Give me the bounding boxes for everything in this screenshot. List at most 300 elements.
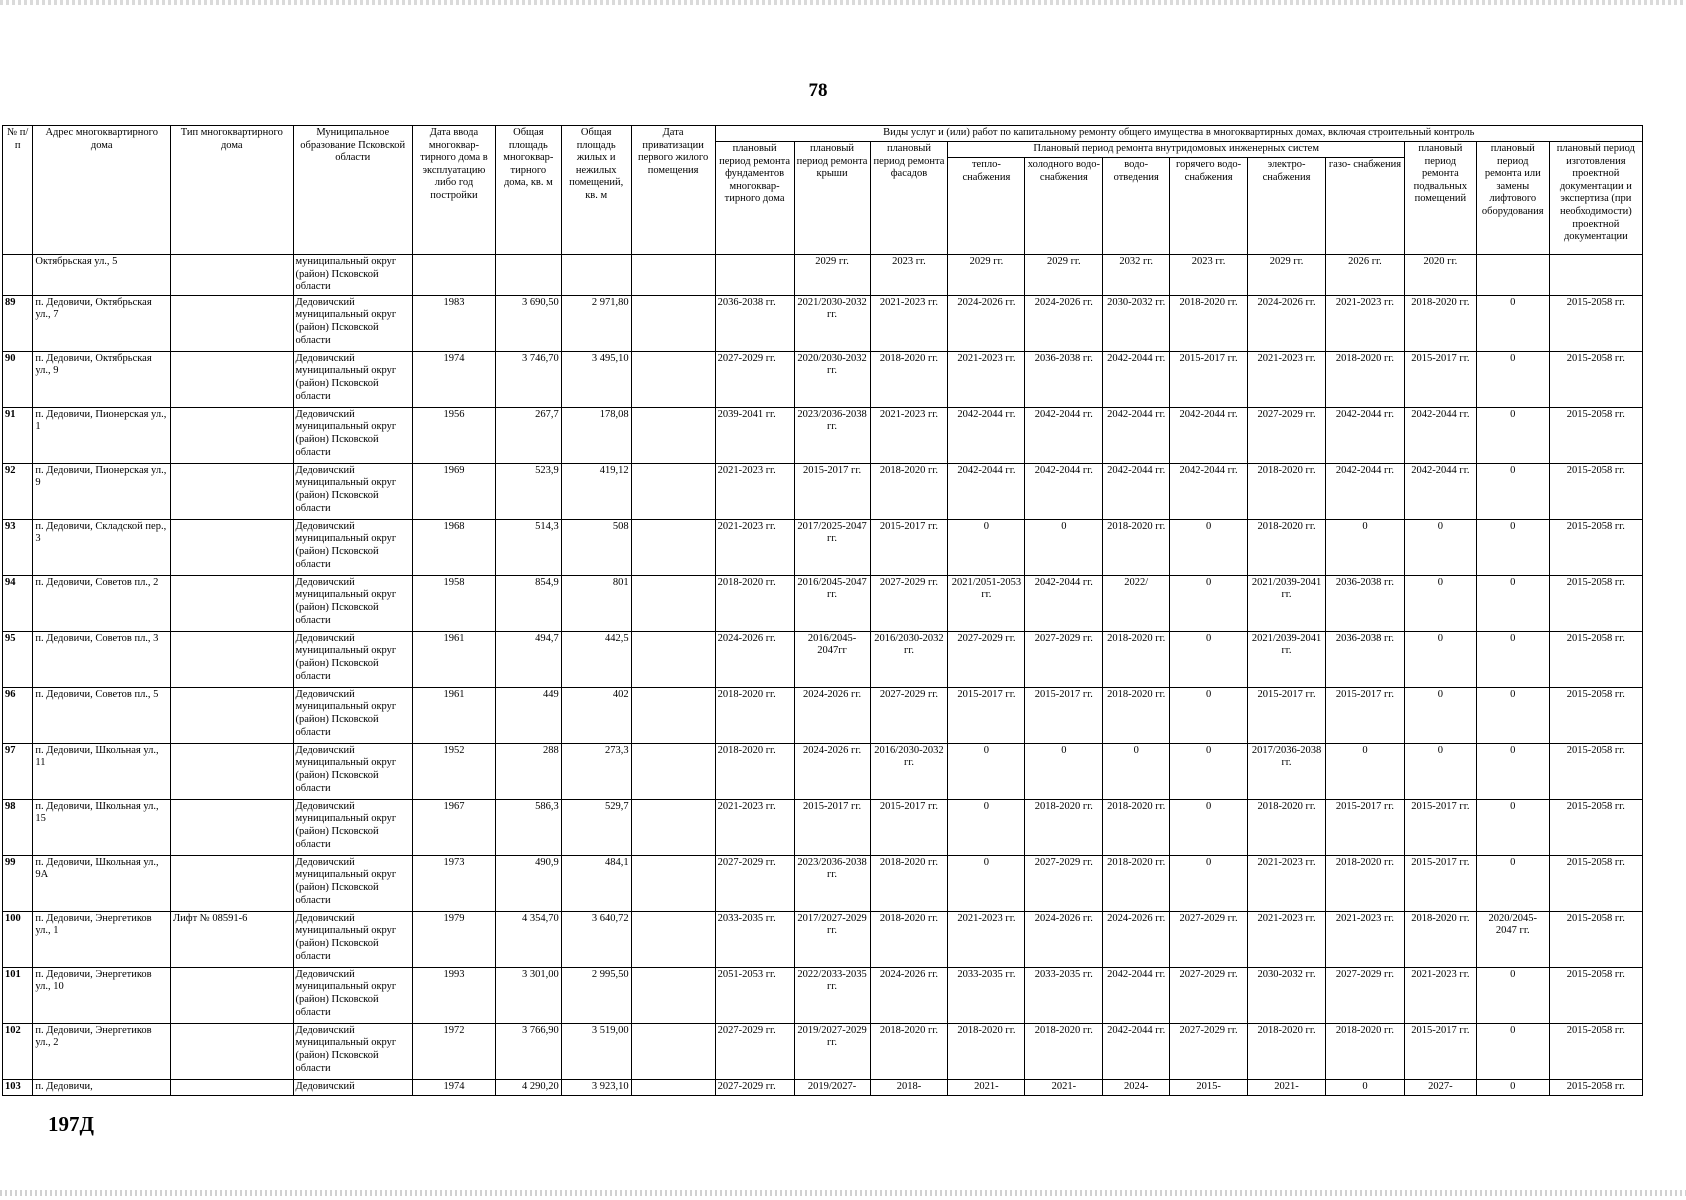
- cell-electric: 2018-2020 гг.: [1248, 1023, 1326, 1079]
- table-row: [3, 407, 1643, 463]
- cell-gas: 2036-2038 гг.: [1326, 631, 1405, 687]
- cell-municipality: Дедовичский муниципальный округ (район) Псковской области: [293, 463, 412, 519]
- cell-address: п. Дедовичи, Пионерская ул., 1: [33, 407, 171, 463]
- cell-elevator: 0: [1476, 463, 1549, 519]
- cell-privatization: [631, 1023, 715, 1079]
- cell-electric: 2021/2039-2041 гг.: [1248, 575, 1326, 631]
- cell-total-area: 3 746,70: [495, 351, 561, 407]
- cell-foundation: 2027-2029 гг.: [715, 855, 794, 911]
- table-row: [3, 743, 1643, 799]
- cell-roof: 2023/2036-2038 гг.: [794, 855, 870, 911]
- cell-elevator: 0: [1476, 519, 1549, 575]
- cell-living-area: 801: [561, 575, 631, 631]
- cell-sewer: 2024-: [1103, 1079, 1170, 1095]
- cell-type: [171, 351, 293, 407]
- cell-num: 96: [3, 687, 33, 743]
- cell-elevator: 0: [1476, 687, 1549, 743]
- cell-basement: 2027-: [1404, 1079, 1476, 1095]
- cell-hot-water: 2023 гг.: [1170, 255, 1248, 296]
- cell-roof: 2029 гг.: [794, 255, 870, 296]
- cell-gas: 2042-2044 гг.: [1326, 407, 1405, 463]
- cell-roof: 2021/2030-2032 гг.: [794, 295, 870, 351]
- cell-sewer: 2022/: [1103, 575, 1170, 631]
- cell-gas: 0: [1326, 1079, 1405, 1095]
- table-row: [3, 575, 1643, 631]
- cell-type: [171, 407, 293, 463]
- cell-municipality: Дедовичский муниципальный округ (район) Псковской области: [293, 631, 412, 687]
- cell-municipality: Дедовичский муниципальный округ (район) Псковской области: [293, 855, 412, 911]
- cell-foundation: 2024-2026 гг.: [715, 631, 794, 687]
- cell-electric: 2021-2023 гг.: [1248, 351, 1326, 407]
- cell-cold-water: 2042-2044 гг.: [1025, 463, 1103, 519]
- cell-roof: 2016/2045-2047гг: [794, 631, 870, 687]
- cell-num: 102: [3, 1023, 33, 1079]
- cell-living-area: 508: [561, 519, 631, 575]
- cell-address: п. Дедовичи, Складской пер., 3: [33, 519, 171, 575]
- cell-year: 1974: [412, 1079, 495, 1095]
- cell-cold-water: 2027-2029 гг.: [1025, 631, 1103, 687]
- cell-sewer: 2042-2044 гг.: [1103, 463, 1170, 519]
- cell-gas: 2015-2017 гг.: [1326, 799, 1405, 855]
- cell-elevator: 0: [1476, 575, 1549, 631]
- cell-basement: 2018-2020 гг.: [1404, 295, 1476, 351]
- cell-hot-water: 2015-: [1170, 1079, 1248, 1095]
- cell-design: 2015-2058 гг.: [1549, 743, 1642, 799]
- cell-roof: 2019/2027-: [794, 1079, 870, 1095]
- cell-roof: 2024-2026 гг.: [794, 743, 870, 799]
- cell-cold-water: 0: [1025, 743, 1103, 799]
- header-type: Тип многоквартирного дома: [171, 126, 293, 255]
- cell-municipality: Дедовичский муниципальный округ (район) Псковской области: [293, 351, 412, 407]
- cell-roof: 2017/2027-2029 гг.: [794, 911, 870, 967]
- cell-heat: 2027-2029 гг.: [948, 631, 1025, 687]
- cell-hot-water: 0: [1170, 743, 1248, 799]
- header-roof: плановый период ремонта крыши: [794, 142, 870, 255]
- cell-address: п. Дедовичи, Пионерская ул., 9: [33, 463, 171, 519]
- cell-design: 2015-2058 гг.: [1549, 351, 1642, 407]
- cell-privatization: [631, 295, 715, 351]
- cell-design: 2015-2058 гг.: [1549, 799, 1642, 855]
- cell-sewer: 2042-2044 гг.: [1103, 1023, 1170, 1079]
- cell-type: [171, 967, 293, 1023]
- cell-year: 1968: [412, 519, 495, 575]
- cell-facade: 2016/2030-2032 гг.: [870, 743, 948, 799]
- cell-basement: 2015-2017 гг.: [1404, 855, 1476, 911]
- cell-gas: 2021-2023 гг.: [1326, 295, 1405, 351]
- cell-gas: 2026 гг.: [1326, 255, 1405, 296]
- cell-electric: 2029 гг.: [1248, 255, 1326, 296]
- cell-year: 1974: [412, 351, 495, 407]
- cell-privatization: [631, 799, 715, 855]
- cell-heat: 2024-2026 гг.: [948, 295, 1025, 351]
- cell-total-area: 586,3: [495, 799, 561, 855]
- cell-design: 2015-2058 гг.: [1549, 967, 1642, 1023]
- cell-foundation: 2021-2023 гг.: [715, 463, 794, 519]
- cell-total-area: 449: [495, 687, 561, 743]
- cell-hot-water: 0: [1170, 519, 1248, 575]
- header-living-area: Общая площадь жилых и нежилых помещений, кв. м: [561, 126, 631, 255]
- cell-design: 2015-2058 гг.: [1549, 911, 1642, 967]
- cell-electric: 2015-2017 гг.: [1248, 687, 1326, 743]
- cell-elevator: 0: [1476, 799, 1549, 855]
- cell-facade: 2018-2020 гг.: [870, 911, 948, 967]
- cell-facade: 2016/2030-2032 гг.: [870, 631, 948, 687]
- cell-total-area: 523,9: [495, 463, 561, 519]
- cell-cold-water: 2024-2026 гг.: [1025, 295, 1103, 351]
- cell-address: п. Дедовичи, Энергетиков ул., 10: [33, 967, 171, 1023]
- scan-edge-bottom: [0, 1190, 1686, 1196]
- header-basement: плановый период ремонта подвальных помещений: [1404, 142, 1476, 255]
- cell-address: п. Дедовичи, Октябрьская ул., 9: [33, 351, 171, 407]
- cell-address: п. Дедовичи, Советов пл., 2: [33, 575, 171, 631]
- cell-electric: 2027-2029 гг.: [1248, 407, 1326, 463]
- cell-gas: 2018-2020 гг.: [1326, 855, 1405, 911]
- cell-privatization: [631, 743, 715, 799]
- cell-foundation: 2021-2023 гг.: [715, 799, 794, 855]
- cell-municipality: Дедовичский муниципальный округ (район) Псковской области: [293, 295, 412, 351]
- cell-privatization: [631, 855, 715, 911]
- cell-roof: 2015-2017 гг.: [794, 463, 870, 519]
- cell-basement: 2021-2023 гг.: [1404, 967, 1476, 1023]
- header-foundation: плановый период ремонта фундаментов многоквар- тирного дома: [715, 142, 794, 255]
- cell-municipality: Дедовичский муниципальный округ (район) Псковской области: [293, 967, 412, 1023]
- table-row: [3, 799, 1643, 855]
- cell-heat: 2021/2051-2053 гг.: [948, 575, 1025, 631]
- cell-facade: 2018-: [870, 1079, 948, 1095]
- cell-sewer: 2042-2044 гг.: [1103, 967, 1170, 1023]
- cell-address: п. Дедовичи, Школьная ул., 11: [33, 743, 171, 799]
- cell-design: 2015-2058 гг.: [1549, 855, 1642, 911]
- table-row: [3, 463, 1643, 519]
- cell-cold-water: 2033-2035 гг.: [1025, 967, 1103, 1023]
- cell-design: 2015-2058 гг.: [1549, 463, 1642, 519]
- cell-electric: 2021-2023 гг.: [1248, 855, 1326, 911]
- cell-roof: 2015-2017 гг.: [794, 799, 870, 855]
- cell-living-area: 2 995,50: [561, 967, 631, 1023]
- continuation-row: [3, 255, 1643, 296]
- cell-living-area: 3 640,72: [561, 911, 631, 967]
- header-commission-date: Дата ввода многоквар- тирного дома в эксплуатацию либо год постройки: [412, 126, 495, 255]
- cell-privatization: [631, 519, 715, 575]
- table-row: [3, 687, 1643, 743]
- cell-basement: 0: [1404, 631, 1476, 687]
- cell-sewer: 2030-2032 гг.: [1103, 295, 1170, 351]
- cell-electric: 2030-2032 гг.: [1248, 967, 1326, 1023]
- cell-hot-water: 2027-2029 гг.: [1170, 967, 1248, 1023]
- cell-basement: 0: [1404, 575, 1476, 631]
- cell-year: 1979: [412, 911, 495, 967]
- cell-basement: 2018-2020 гг.: [1404, 911, 1476, 967]
- cell-gas: 2015-2017 гг.: [1326, 687, 1405, 743]
- header-cold-water: холодного водо- снабжения: [1025, 158, 1103, 255]
- cell-heat: 2042-2044 гг.: [948, 407, 1025, 463]
- cell-heat: 2021-: [948, 1079, 1025, 1095]
- cell-foundation: 2027-2029 гг.: [715, 351, 794, 407]
- cell-roof: 2017/2025-2047 гг.: [794, 519, 870, 575]
- cell-address: п. Дедовичи, Школьная ул., 15: [33, 799, 171, 855]
- cell-gas: 2018-2020 гг.: [1326, 351, 1405, 407]
- cell-sewer: 2018-2020 гг.: [1103, 799, 1170, 855]
- cell-gas: 2018-2020 гг.: [1326, 1023, 1405, 1079]
- cell-living-area: 273,3: [561, 743, 631, 799]
- cell-municipality: Дедовичский муниципальный округ (район) Псковской области: [293, 799, 412, 855]
- cell-roof: 2016/2045-2047 гг.: [794, 575, 870, 631]
- table-last-row-group: [3, 1079, 1643, 1095]
- cell-hot-water: 2042-2044 гг.: [1170, 463, 1248, 519]
- cell-living-area: 3 495,10: [561, 351, 631, 407]
- scan-edge-top: [0, 0, 1686, 5]
- cell-elevator: 0: [1476, 295, 1549, 351]
- cell-privatization: [631, 631, 715, 687]
- table-row: [3, 295, 1643, 351]
- header-systems-group: Плановый период ремонта внутридомовых инженерных систем: [948, 142, 1405, 158]
- cell-type: [171, 631, 293, 687]
- cell-address: п. Дедовичи, Школьная ул., 9А: [33, 855, 171, 911]
- document-code: 197Д: [48, 1112, 94, 1136]
- cell-cold-water: 2029 гг.: [1025, 255, 1103, 296]
- cell-elevator: 2020/2045-2047 гг.: [1476, 911, 1549, 967]
- cell-electric: 2021/2039-2041 гг.: [1248, 631, 1326, 687]
- cell-total-area: 854,9: [495, 575, 561, 631]
- cell-hot-water: 0: [1170, 631, 1248, 687]
- capital-repair-table: [2, 125, 1643, 1096]
- header-electric: электро- снабжения: [1248, 158, 1326, 255]
- table-rows: [3, 295, 1643, 1079]
- cell-hot-water: 2015-2017 гг.: [1170, 351, 1248, 407]
- cell-design: 2015-2058 гг.: [1549, 407, 1642, 463]
- cell-basement: 2015-2017 гг.: [1404, 351, 1476, 407]
- cell-electric: 2018-2020 гг.: [1248, 463, 1326, 519]
- cell-sewer: 0: [1103, 743, 1170, 799]
- cell-cold-water: 2036-2038 гг.: [1025, 351, 1103, 407]
- cell-foundation: 2051-2053 гг.: [715, 967, 794, 1023]
- cell-foundation: 2021-2023 гг.: [715, 519, 794, 575]
- cell-type: [171, 855, 293, 911]
- cell-foundation: 2039-2041 гг.: [715, 407, 794, 463]
- cell-year: 1961: [412, 631, 495, 687]
- cell-address: п. Дедовичи,: [33, 1079, 171, 1095]
- cell-living-area: 402: [561, 687, 631, 743]
- cell-num: 103: [3, 1079, 33, 1095]
- cell-roof: 2024-2026 гг.: [794, 687, 870, 743]
- cell-living-area: 178,08: [561, 407, 631, 463]
- cell-num: 100: [3, 911, 33, 967]
- cell-hot-water: 0: [1170, 799, 1248, 855]
- cell-heat: 0: [948, 519, 1025, 575]
- cell-municipality: муниципальный округ (район) Псковской области: [293, 255, 412, 296]
- cell-design: 2015-2058 гг.: [1549, 519, 1642, 575]
- cell-cold-water: 2042-2044 гг.: [1025, 407, 1103, 463]
- header-facade: плановый период ремонта фасадов: [870, 142, 948, 255]
- cell-type: [171, 743, 293, 799]
- cell-type: [171, 519, 293, 575]
- cell-municipality: Дедовичский муниципальный округ (район) Псковской области: [293, 687, 412, 743]
- cell-facade: 2027-2029 гг.: [870, 575, 948, 631]
- cell-facade: 2018-2020 гг.: [870, 351, 948, 407]
- cell-total-area: 3 766,90: [495, 1023, 561, 1079]
- cell-year: 1961: [412, 687, 495, 743]
- cell-total-area: 494,7: [495, 631, 561, 687]
- header-design: плановый период изготовления проектной документации и экспертиза (при необходимости) проектной документации: [1549, 142, 1642, 255]
- cell-foundation: 2018-2020 гг.: [715, 743, 794, 799]
- cell-living-area: 442,5: [561, 631, 631, 687]
- cell-electric: 2017/2036-2038 гг.: [1248, 743, 1326, 799]
- header-elevator: плановый период ремонта или замены лифтового оборудования: [1476, 142, 1549, 255]
- cell-facade: 2018-2020 гг.: [870, 1023, 948, 1079]
- cell-living-area: 484,1: [561, 855, 631, 911]
- header-sewer: водо- отведения: [1103, 158, 1170, 255]
- cell-hot-water: 2027-2029 гг.: [1170, 1023, 1248, 1079]
- cell-sewer: 2032 гг.: [1103, 255, 1170, 296]
- cell-type: [171, 1023, 293, 1079]
- cell-cold-water: 2021-: [1025, 1079, 1103, 1095]
- cell-num: 97: [3, 743, 33, 799]
- header-total-area: Общая площадь многоквар- тирного дома, кв. м: [495, 126, 561, 255]
- cell-electric: 2021-2023 гг.: [1248, 911, 1326, 967]
- cell-heat: 2042-2044 гг.: [948, 463, 1025, 519]
- cell-num: 92: [3, 463, 33, 519]
- table-row: [3, 967, 1643, 1023]
- cell-sewer: 2018-2020 гг.: [1103, 519, 1170, 575]
- cell-year: 1972: [412, 1023, 495, 1079]
- table-row: [3, 855, 1643, 911]
- cell-electric: 2018-2020 гг.: [1248, 519, 1326, 575]
- cell-cold-water: 2018-2020 гг.: [1025, 1023, 1103, 1079]
- cell-sewer: 2042-2044 гг.: [1103, 407, 1170, 463]
- header-heat: тепло- снабжения: [948, 158, 1025, 255]
- table-row: [3, 519, 1643, 575]
- cell-facade: 2027-2029 гг.: [870, 687, 948, 743]
- cell-cold-water: 0: [1025, 519, 1103, 575]
- header-address: Адрес многоквартирного дома: [33, 126, 171, 255]
- cell-elevator: 0: [1476, 1023, 1549, 1079]
- cell-facade: 2023 гг.: [870, 255, 948, 296]
- cell-heat: 2015-2017 гг.: [948, 687, 1025, 743]
- table-row: [3, 631, 1643, 687]
- cell-num: 91: [3, 407, 33, 463]
- cell-municipality: Дедовичский: [293, 1079, 412, 1095]
- cell-basement: 2020 гг.: [1404, 255, 1476, 296]
- cell-sewer: 2018-2020 гг.: [1103, 631, 1170, 687]
- cell-hot-water: 2027-2029 гг.: [1170, 911, 1248, 967]
- cell-heat: 2018-2020 гг.: [948, 1023, 1025, 1079]
- cell-year: 1993: [412, 967, 495, 1023]
- cell-num: 99: [3, 855, 33, 911]
- cell-total-area: 514,3: [495, 519, 561, 575]
- table-row: [3, 911, 1643, 967]
- cell-roof: 2023/2036-2038 гг.: [794, 407, 870, 463]
- header-gas: газо- снабжения: [1326, 158, 1405, 255]
- page-number: 78: [808, 80, 828, 101]
- cell-roof: 2022/2033-2035 гг.: [794, 967, 870, 1023]
- cell-electric: 2018-2020 гг.: [1248, 799, 1326, 855]
- cell-num: 94: [3, 575, 33, 631]
- cell-cold-water: 2027-2029 гг.: [1025, 855, 1103, 911]
- cell-num: 101: [3, 967, 33, 1023]
- cell-basement: 0: [1404, 519, 1476, 575]
- cell-facade: 2015-2017 гг.: [870, 519, 948, 575]
- table-header: [3, 126, 1643, 255]
- cell-design: 2015-2058 гг.: [1549, 1023, 1642, 1079]
- cell-address: п. Дедовичи, Октябрьская ул., 7: [33, 295, 171, 351]
- cell-address: Октябрьская ул., 5: [33, 255, 171, 296]
- cell-roof: 2020/2030-2032 гг.: [794, 351, 870, 407]
- cell-total-area: 4 354,70: [495, 911, 561, 967]
- cell-facade: 2021-2023 гг.: [870, 295, 948, 351]
- cell-heat: 2033-2035 гг.: [948, 967, 1025, 1023]
- table-row: [3, 1079, 1643, 1095]
- table-row: [3, 351, 1643, 407]
- cell-total-area: 4 290,20: [495, 1079, 561, 1095]
- cell-elevator: 0: [1476, 631, 1549, 687]
- cell-sewer: 2042-2044 гг.: [1103, 351, 1170, 407]
- cell-privatization: [631, 575, 715, 631]
- header-municipality: Муниципальное образование Псковской области: [293, 126, 412, 255]
- cell-address: п. Дедовичи, Советов пл., 5: [33, 687, 171, 743]
- cell-design: 2015-2058 гг.: [1549, 295, 1642, 351]
- cell-type: [171, 463, 293, 519]
- cell-elevator: 0: [1476, 855, 1549, 911]
- cell-privatization: [631, 407, 715, 463]
- cell-elevator: 0: [1476, 351, 1549, 407]
- cell-electric: 2024-2026 гг.: [1248, 295, 1326, 351]
- cell-total-area: 490,9: [495, 855, 561, 911]
- cell-basement: 0: [1404, 743, 1476, 799]
- cell-gas: 2027-2029 гг.: [1326, 967, 1405, 1023]
- cell-municipality: Дедовичский муниципальный округ (район) Псковской области: [293, 1023, 412, 1079]
- cell-municipality: Дедовичский муниципальный округ (район) Псковской области: [293, 575, 412, 631]
- cell-electric: 2021-: [1248, 1079, 1326, 1095]
- cell-heat: 2021-2023 гг.: [948, 351, 1025, 407]
- cell-foundation: 2027-2029 гг.: [715, 1023, 794, 1079]
- cell-total-area: 3 301,00: [495, 967, 561, 1023]
- cell-facade: 2018-2020 гг.: [870, 463, 948, 519]
- cell-num: 93: [3, 519, 33, 575]
- cell-living-area: 3 923,10: [561, 1079, 631, 1095]
- cell-cold-water: 2024-2026 гг.: [1025, 911, 1103, 967]
- cell-living-area: 529,7: [561, 799, 631, 855]
- cell-type: [171, 295, 293, 351]
- cell-roof: 2019/2027-2029 гг.: [794, 1023, 870, 1079]
- cell-municipality: Дедовичский муниципальный округ (район) Псковской области: [293, 743, 412, 799]
- cell-facade: 2024-2026 гг.: [870, 967, 948, 1023]
- cell-foundation: 2033-2035 гг.: [715, 911, 794, 967]
- table-body: [3, 255, 1643, 296]
- cell-year: 1983: [412, 295, 495, 351]
- cell-cold-water: 2015-2017 гг.: [1025, 687, 1103, 743]
- cell-basement: 2015-2017 гг.: [1404, 1023, 1476, 1079]
- cell-elevator: 0: [1476, 743, 1549, 799]
- cell-elevator: 0: [1476, 407, 1549, 463]
- cell-design: 2015-2058 гг.: [1549, 687, 1642, 743]
- cell-total-area: 267,7: [495, 407, 561, 463]
- cell-num: 89: [3, 295, 33, 351]
- cell-num: 98: [3, 799, 33, 855]
- cell-privatization: [631, 351, 715, 407]
- cell-municipality: Дедовичский муниципальный округ (район) Псковской области: [293, 519, 412, 575]
- cell-hot-water: 0: [1170, 575, 1248, 631]
- cell-year: 1956: [412, 407, 495, 463]
- cell-basement: 2015-2017 гг.: [1404, 799, 1476, 855]
- cell-privatization: [631, 967, 715, 1023]
- cell-type: Лифт № 08591-6: [171, 911, 293, 967]
- cell-num: 95: [3, 631, 33, 687]
- cell-gas: 2042-2044 гг.: [1326, 463, 1405, 519]
- cell-facade: 2018-2020 гг.: [870, 855, 948, 911]
- cell-address: п. Дедовичи, Энергетиков ул., 1: [33, 911, 171, 967]
- cell-heat: 0: [948, 743, 1025, 799]
- cell-year: 1958: [412, 575, 495, 631]
